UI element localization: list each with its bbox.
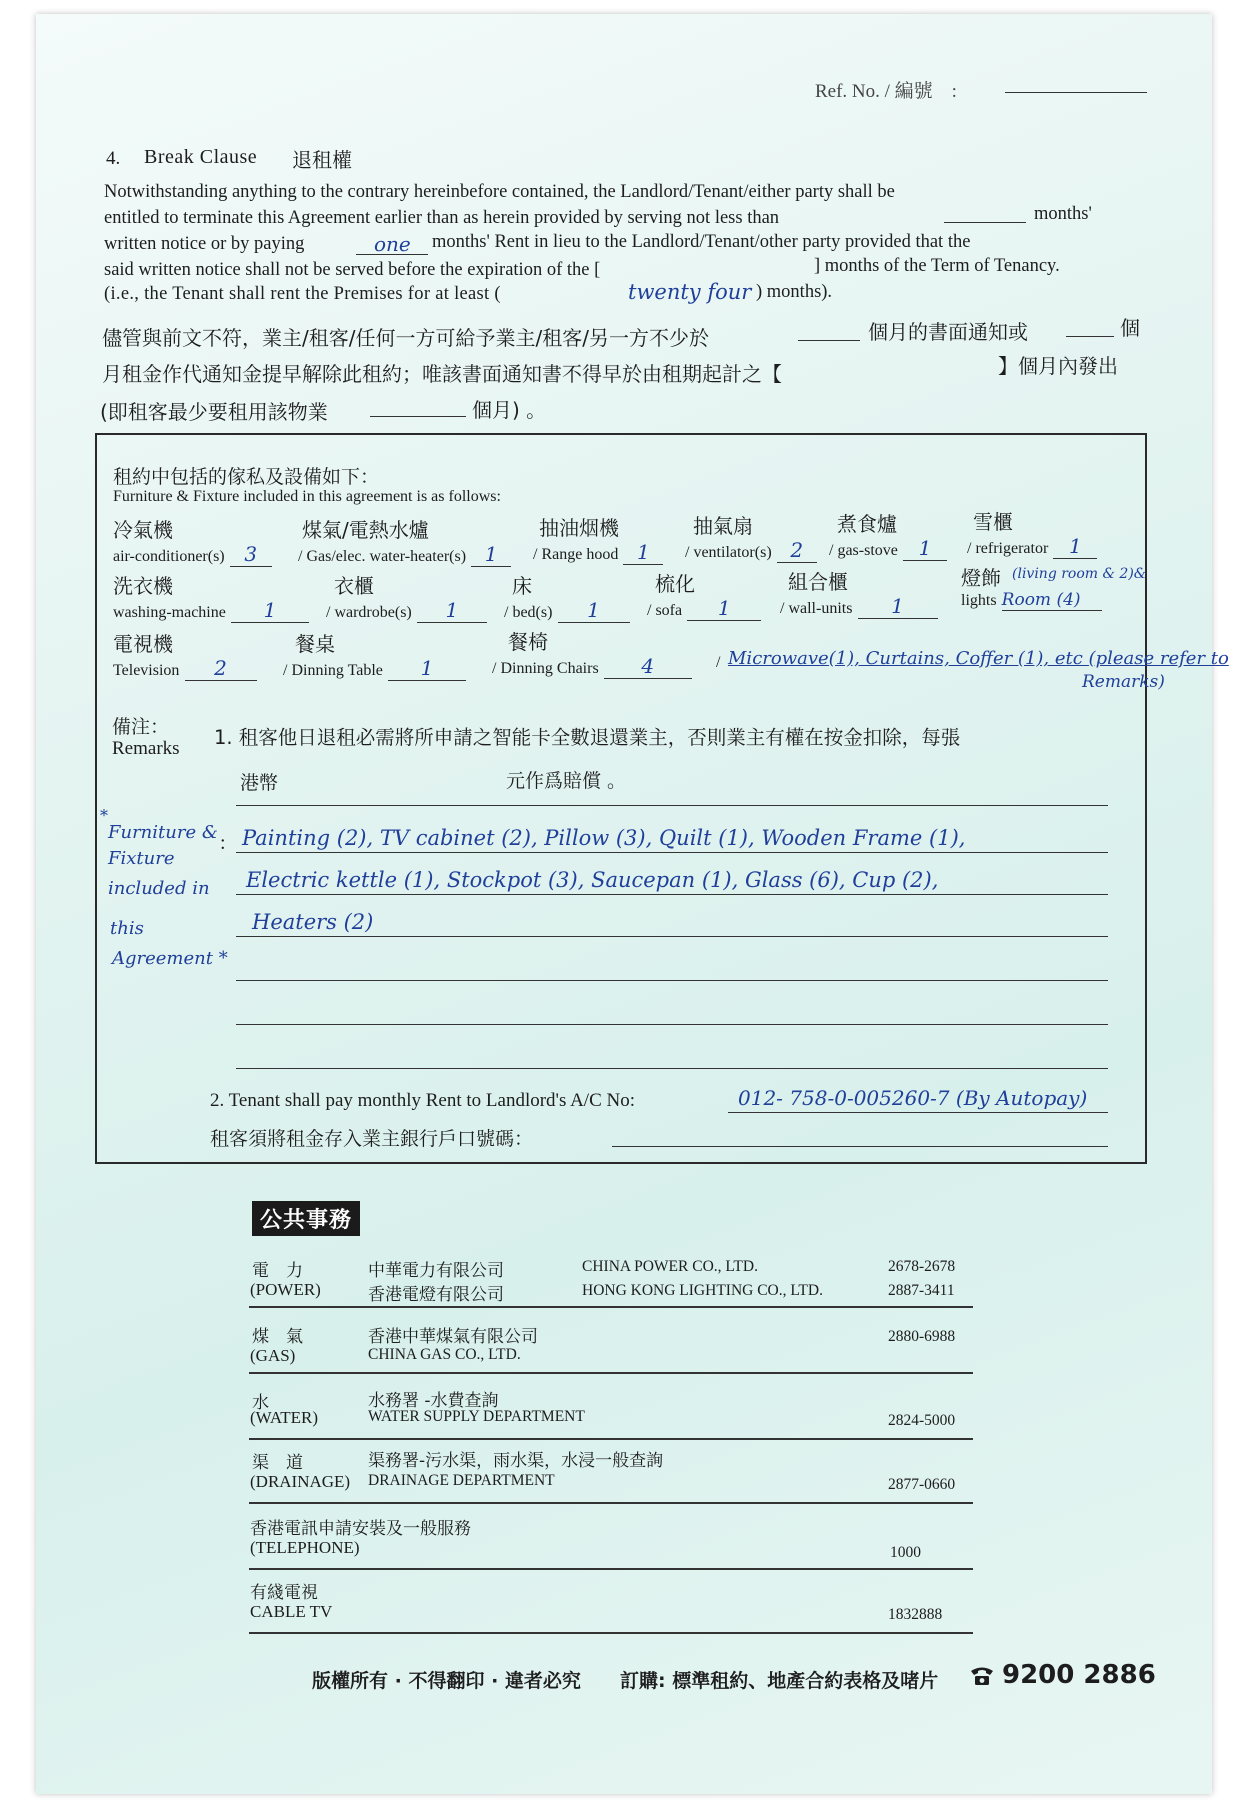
util-gas-divider: [249, 1372, 973, 1374]
handwritten-line-1: Painting (2), TV cabinet (2), Pillow (3), Quilt (1), Wooden Frame (1),: [242, 826, 966, 850]
clause-title-en: Break Clause: [144, 146, 258, 168]
clause-zh-line-1: 儘管與前文不符，業主/租客/任何一方可給予業主/租客/另一方不少於: [102, 326, 709, 350]
item-dinning-table: 餐桌 / Dinning Table 1: [283, 632, 466, 681]
clause-en-line-1: Notwithstanding anything to the contrary hereinbefore contained, the Landlord/Tenant/either party shall be: [104, 182, 895, 202]
util-drainage-zh: 渠 道: [252, 1453, 303, 1473]
paying-months-value: one: [374, 232, 411, 256]
util-power-zh-name-2: 香港電燈有限公司: [368, 1285, 504, 1305]
zh-notice-field: [798, 340, 860, 341]
min-months-value: twenty four: [628, 280, 752, 304]
util-power-phone-2: 2887-3411: [888, 1282, 955, 1299]
account-number: 012- 758-0-005260-7 (By Autopay): [738, 1086, 1088, 1110]
clause-en-months: months': [1034, 204, 1092, 224]
util-water-divider: [249, 1438, 973, 1440]
lights-note: (living room & 2)&: [1012, 566, 1147, 582]
util-power-en-name-1: CHINA POWER CO., LTD.: [582, 1258, 758, 1275]
util-telephone-zh: 香港電訊申請安裝及一般服務: [250, 1519, 471, 1539]
clause-zh-line-1b: 個月的書面通知或: [868, 320, 1028, 344]
util-telephone-en: (TELEPHONE): [250, 1538, 360, 1557]
others-slash: /: [716, 654, 721, 671]
item-wall-units: 組合櫃 / wall-units 1: [780, 570, 938, 619]
side-note-5: Agreement *: [112, 948, 228, 969]
item-water-heater: 煤氣/電熱水爐 / Gas/elec. water-heater(s) 1: [298, 518, 511, 567]
item-dinning-chairs: 餐椅 / Dinning Chairs 4: [492, 630, 692, 679]
remarks-item2-zh: 租客須將租金存入業主銀行戶口號碼：: [210, 1128, 534, 1150]
remarks-item2: 2. Tenant shall pay monthly Rent to Landlord's A/C No:: [210, 1090, 635, 1111]
notice-months-field: [944, 222, 1026, 223]
side-note-colon: :: [220, 832, 226, 854]
item-bed: 床 / bed(s) 1: [504, 574, 630, 623]
remarks-line-6: [236, 1024, 1108, 1025]
util-power-divider: [249, 1306, 973, 1308]
handwritten-line-3: Heaters (2): [252, 910, 374, 934]
item-lights: 燈飾 lights Room (4): [961, 566, 1102, 611]
utilities-banner: 公共事務: [252, 1201, 360, 1236]
ref-no-label: Ref. No. / 編號 :: [815, 81, 957, 102]
util-power-en: (POWER): [250, 1280, 321, 1299]
clause-en-line-3b: months' Rent in lieu to the Landlord/Tenant/other party provided that the: [432, 232, 971, 252]
clause-en-line-4: said written notice shall not be served before the expiration of the [: [104, 260, 601, 280]
clause-en-line-3: written notice or by paying: [104, 234, 305, 254]
util-telephone-divider: [249, 1568, 973, 1570]
util-telephone-phone: 1000: [890, 1544, 921, 1561]
remarks-item1-end: 元作爲賠償 。: [506, 770, 627, 792]
remarks-line-1: [236, 805, 1108, 806]
zh-min-months-field: [370, 416, 466, 417]
clause-en-line-4b: ] months of the Term of Tenancy.: [814, 256, 1060, 276]
item-television: 電視機 Television 2: [113, 632, 257, 681]
clause-zh-line-3: (即租客最少要租用該物業: [100, 400, 328, 424]
account-field: [728, 1112, 1108, 1113]
clause-number: 4.: [106, 148, 121, 169]
furniture-heading-zh: 租約中包括的傢私及設備如下：: [113, 466, 380, 488]
others-handwritten-2: Remarks): [1082, 672, 1165, 692]
util-gas-en-name: CHINA GAS CO., LTD.: [368, 1346, 521, 1363]
remarks-line-2: [236, 852, 1108, 853]
util-drainage-divider: [249, 1502, 973, 1504]
util-gas-zh: 煤 氣: [252, 1327, 303, 1347]
side-note-star: *: [100, 806, 108, 825]
others-handwritten: Microwave(1), Curtains, Coffer (1), etc (please refer to: [728, 648, 1229, 669]
remarks-line-4: [236, 936, 1108, 937]
item-washing-machine: 洗衣機 washing-machine 1: [113, 574, 309, 623]
util-water-phone: 2824-5000: [888, 1412, 956, 1429]
zh-rent-field: [1066, 336, 1114, 337]
side-note-2: Fixture: [108, 848, 175, 869]
util-water-en-name: WATER SUPPLY DEPARTMENT: [368, 1408, 585, 1425]
util-gas-zh-name: 香港中華煤氣有限公司: [368, 1327, 538, 1347]
furniture-heading-en: Furniture & Fixture included in this agreement is as follows:: [113, 488, 501, 505]
clause-zh-line-2: 月租金作代通知金提早解除此租約；唯該書面通知書不得早於由租期起計之【: [102, 362, 782, 386]
item-refrigerator: 雪櫃 / refrigerator 1: [967, 510, 1097, 559]
util-drainage-en-name: DRAINAGE DEPARTMENT: [368, 1472, 555, 1489]
item-wardrobe: 衣櫃 / wardrobe(s) 1: [326, 574, 487, 623]
remarks-label-zh: 備注：: [112, 716, 170, 738]
util-power-phone-1: 2678-2678: [888, 1258, 956, 1275]
item-sofa: 梳化 / sofa 1: [647, 572, 761, 621]
footer-phone: 9200 2886: [1002, 1660, 1156, 1690]
clause-en-line-5: (i.e., the Tenant shall rent the Premises for at least (: [104, 284, 501, 304]
util-power-en-name-2: HONG KONG LIGHTING CO., LTD.: [582, 1282, 823, 1299]
account-zh-field: [612, 1146, 1108, 1147]
footer-order: 訂購: 標準租約、地產合約表格及啫片: [620, 1670, 939, 1692]
clause-zh-line-3b: 個月) 。: [472, 398, 547, 422]
item-gas-stove: 煮食爐 / gas-stove 1: [829, 512, 947, 561]
side-note-3: included in: [108, 878, 210, 899]
util-drainage-zh-name: 渠務署-污水渠，雨水渠，水浸一般查詢: [368, 1451, 664, 1471]
ref-no-field: [1005, 92, 1147, 93]
remarks-line-7: [236, 1068, 1108, 1069]
remarks-item1: 1. 租客他日退租必需將所申請之智能卡全數退還業主，否則業主有權在按金扣除，每張: [214, 726, 961, 749]
util-water-zh: 水: [252, 1393, 269, 1413]
util-drainage-phone: 2877-0660: [888, 1476, 956, 1493]
remarks-line-5: [236, 980, 1108, 981]
util-cable-zh: 有綫電視: [250, 1583, 318, 1603]
side-note-4: this: [110, 918, 144, 939]
clause-en-line-2: entitled to terminate this Agreement earlier than as herein provided by serving not less than: [104, 208, 780, 228]
footer-copyright: 版權所有 · 不得翻印 · 違者必究: [312, 1670, 581, 1692]
remarks-line-3: [236, 894, 1108, 895]
util-cable-en: CABLE TV: [250, 1602, 333, 1621]
clause-title-zh: 退租權: [292, 148, 352, 172]
handwritten-line-2: Electric kettle (1), Stockpot (3), Saucepan (1), Glass (6), Cup (2),: [246, 868, 939, 892]
util-power-zh-name-1: 中華電力有限公司: [368, 1261, 504, 1281]
util-drainage-en: (DRAINAGE): [250, 1472, 351, 1491]
clause-en-line-5b: ) months).: [756, 282, 833, 302]
clause-zh-line-1c: 個: [1120, 316, 1140, 340]
util-gas-phone: 2880-6988: [888, 1328, 956, 1345]
telephone-icon: [968, 1664, 996, 1692]
util-power-zh: 電 力: [252, 1261, 303, 1281]
util-gas-en: (GAS): [250, 1346, 296, 1365]
util-water-zh-name: 水務署 -水費查詢: [368, 1391, 499, 1411]
util-water-en: (WATER): [250, 1408, 318, 1427]
remarks-label-en: Remarks: [112, 738, 180, 759]
item-air-conditioner: 冷氣機 air-conditioner(s) 3: [113, 518, 272, 567]
item-ventilator: 抽氣扇 / ventilator(s) 2: [685, 514, 817, 563]
remarks-item1-hkd: 港幣: [240, 772, 279, 794]
util-cable-phone: 1832888: [888, 1606, 943, 1623]
side-note-1: Furniture &: [108, 822, 218, 843]
item-range-hood: 抽油烟機 / Range hood 1: [533, 516, 663, 565]
util-cable-divider: [249, 1632, 973, 1634]
clause-zh-line-2b: 】個月內發出: [998, 354, 1118, 378]
